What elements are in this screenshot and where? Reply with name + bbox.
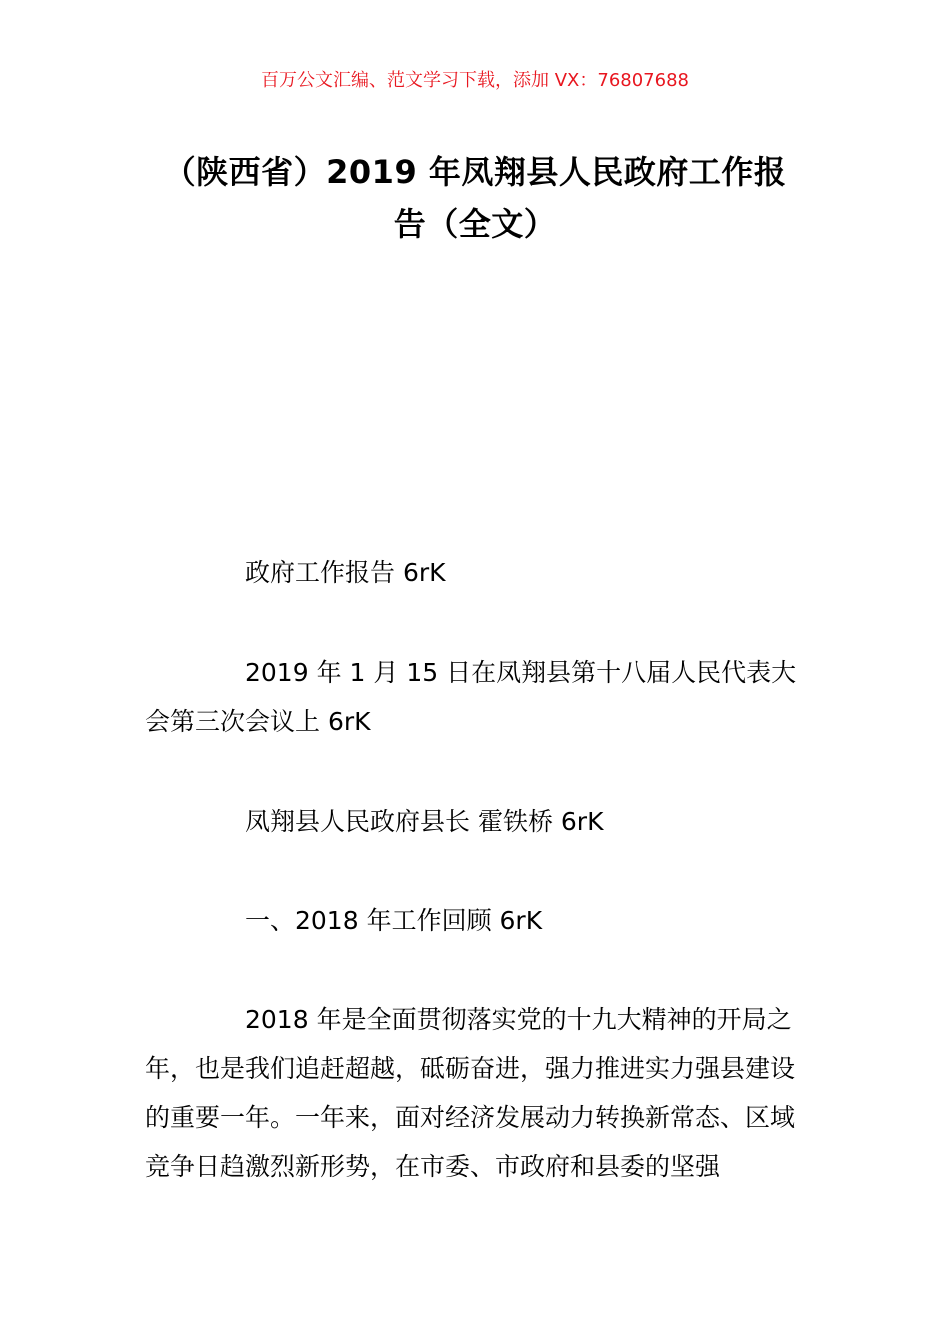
document-title xyxy=(140,146,810,250)
paragraph-speaker: 凤翔县人民政府县长 霍铁桥 6rK xyxy=(245,807,604,836)
paragraph-body: 2018 年是全面贯彻落实党的十九大精神的开局之年，也是我们追赶超越，砥砺奋进，强力推进实力强县建设的重要一年。一年来，面对经济发展动力转换新常态、区域竞争日趋激烈新形势，在市委、市政府和县委的坚强 xyxy=(145,1005,796,1181)
paragraph-report-heading: 政府工作报告 6rK xyxy=(245,558,446,587)
section-heading-review: 一、2018 年工作回顾 6rK xyxy=(245,906,543,935)
title-line-1: （陕西省）2019 年凤翔县人民政府工作报 xyxy=(163,153,787,191)
watermark-banner: 百万公文汇编、范文学习下载，添加 VX：76807688 xyxy=(261,70,689,91)
paragraph-meeting-date: 2019 年 1 月 15 日在凤翔县第十八届人民代表大会第三次会议上 6rK xyxy=(145,658,797,736)
title-line-2: 告（全文） xyxy=(393,205,557,243)
